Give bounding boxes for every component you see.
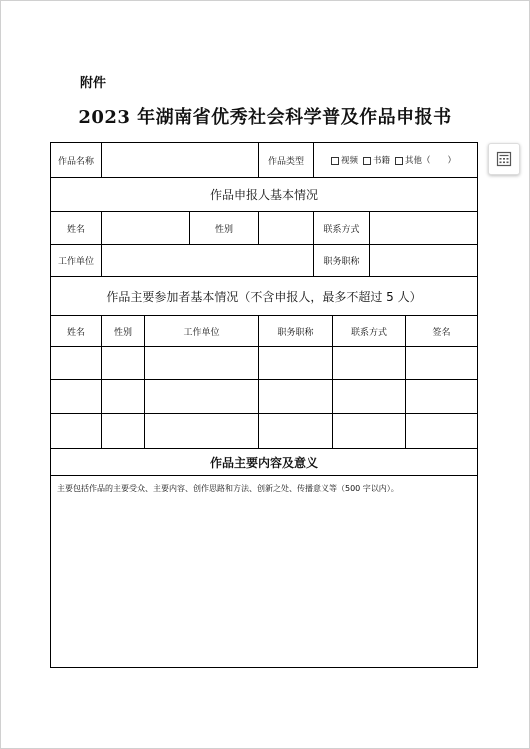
name-label: 姓名 [66, 224, 85, 235]
gender-field[interactable] [259, 212, 313, 244]
checkbox-icon [395, 157, 403, 165]
participant-row[interactable] [51, 380, 477, 413]
contact-label: 联系方式 [323, 224, 360, 235]
attachment-label: 附件 [80, 76, 107, 91]
gender-label: 性别 [214, 224, 233, 235]
work-type-options [331, 143, 461, 177]
applicant-section-header: 作品申报人基本情况 [209, 188, 318, 202]
col-name-header: 姓名 [66, 327, 85, 338]
option-book[interactable]: 书籍 [363, 154, 390, 166]
participants-section-header: 作品主要参加者基本情况（不含申报人，最多不超过 5 人） [106, 289, 422, 304]
calculator-button[interactable] [488, 143, 520, 175]
content-field[interactable] [51, 498, 477, 666]
contact-field[interactable] [370, 212, 477, 244]
work-type-label: 作品类型 [267, 156, 304, 167]
col-work-unit-header: 工作单位 [183, 327, 220, 338]
participant-row[interactable] [51, 414, 477, 448]
application-form [50, 142, 478, 668]
content-section-header: 作品主要内容及意义 [209, 455, 318, 470]
name-field[interactable] [102, 212, 189, 244]
option-other[interactable]: 其他（ ） [395, 154, 456, 166]
calculator-icon [496, 151, 512, 167]
checkbox-icon [363, 157, 371, 165]
checkbox-icon [331, 157, 339, 165]
participant-row[interactable] [51, 347, 477, 379]
position-label: 职务职称 [323, 257, 360, 267]
work-name-field[interactable] [102, 143, 258, 177]
work-unit-label: 工作单位 [57, 257, 94, 267]
col-signature-header: 签名 [432, 327, 451, 338]
work-unit-field[interactable] [102, 245, 313, 276]
col-position-header: 职务职称 [277, 327, 314, 338]
option-video[interactable]: 视频 [331, 154, 358, 166]
work-name-label: 作品名称 [57, 156, 94, 167]
position-field[interactable] [370, 245, 477, 276]
content-description: 主要包括作品的主要受众、主要内容、创作思路和方法、创新之处、传播意义等（500 字以内）。 [57, 484, 399, 493]
document-title: 2023 年湖南省优秀社会科学普及作品申报书 [78, 107, 452, 128]
col-gender-header: 性别 [113, 327, 132, 338]
col-contact-header: 联系方式 [350, 327, 387, 338]
